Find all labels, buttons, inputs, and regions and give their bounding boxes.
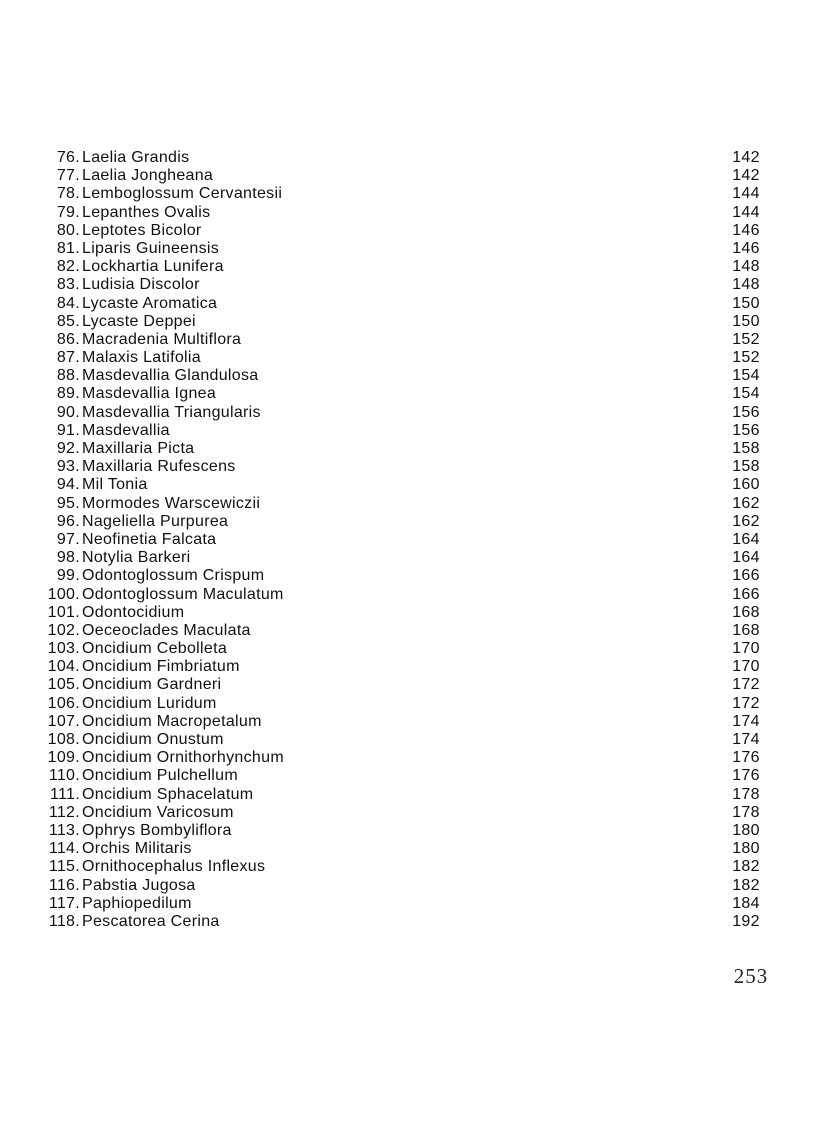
- entry-number: 98.: [56, 549, 80, 567]
- toc-entry: [0, 404, 816, 422]
- toc-entry: [0, 440, 816, 458]
- toc-entry: [0, 313, 816, 331]
- entry-page-number: 182: [732, 876, 760, 894]
- entry-title: Odontoglossum Crispum: [82, 567, 265, 585]
- toc-entry: [0, 713, 816, 731]
- entry-title: Oncidium Macropetalum: [82, 712, 262, 730]
- entry-number: 106.: [47, 694, 80, 712]
- entry-number: 113.: [48, 821, 80, 839]
- entry-page-number: 180: [732, 840, 760, 858]
- entry-title: Macradenia Multiflora: [82, 330, 242, 348]
- toc-entry: [0, 913, 816, 931]
- entry-page-number: 168: [732, 603, 760, 621]
- entry-title: Leptotes Bicolor: [82, 221, 202, 239]
- toc-entry: [0, 495, 816, 513]
- entry-page-number: 166: [732, 567, 760, 585]
- entry-number: 117.: [48, 894, 80, 912]
- entry-number: 112.: [48, 803, 80, 821]
- entry-page-number: 192: [732, 912, 760, 930]
- entry-title: Oncidium Cebolleta: [82, 640, 228, 658]
- toc-entry: [0, 767, 816, 785]
- entry-title: Mil Tonia: [82, 476, 148, 494]
- toc-entry: [0, 513, 816, 531]
- entry-number: 77.: [56, 167, 80, 185]
- entry-number: 83.: [56, 276, 80, 294]
- entry-title: Oncidium Luridum: [82, 694, 217, 712]
- entry-number: 103.: [47, 640, 80, 658]
- entry-page-number: 154: [732, 385, 760, 403]
- entry-number: 96.: [56, 512, 80, 530]
- entry-number: 88.: [56, 367, 80, 385]
- entry-title: Oncidium Fimbriatum: [82, 658, 240, 676]
- entry-number: 81.: [56, 239, 80, 257]
- toc-entry: [0, 185, 816, 203]
- entry-number: 85.: [56, 312, 80, 330]
- toc-entry: [0, 240, 816, 258]
- toc-entry: [0, 258, 816, 276]
- table-of-contents: [0, 149, 816, 931]
- entry-number: 114.: [48, 840, 80, 858]
- entry-title: Ornithocephalus Inflexus: [82, 858, 266, 876]
- entry-page-number: 164: [732, 530, 760, 548]
- entry-number: 89.: [56, 385, 80, 403]
- entry-page-number: 150: [732, 312, 760, 330]
- entry-number: 97.: [56, 530, 80, 548]
- toc-entry: [0, 877, 816, 895]
- entry-title: Paphiopedilum: [82, 894, 192, 912]
- entry-title: Malaxis Latifolia: [82, 349, 201, 367]
- toc-entry: [0, 840, 816, 858]
- entry-page-number: 168: [732, 621, 760, 639]
- entry-number: 92.: [56, 440, 80, 457]
- entry-number: 102.: [47, 621, 80, 639]
- entry-page-number: 178: [732, 803, 760, 821]
- entry-page-number: 184: [732, 894, 760, 912]
- entry-number: 118.: [48, 912, 80, 930]
- entry-page-number: 164: [732, 549, 760, 567]
- entry-title: Pabstia Jugosa: [82, 876, 196, 894]
- toc-entry: [0, 167, 816, 185]
- entry-number: 82.: [56, 258, 80, 276]
- toc-entry: [0, 331, 816, 349]
- toc-entry: [0, 895, 816, 913]
- entry-number: 107.: [47, 712, 80, 730]
- entry-page-number: 172: [732, 694, 760, 712]
- entry-number: 90.: [56, 403, 80, 421]
- entry-title: Masdevallia Triangularis: [82, 403, 261, 421]
- entry-number: 108.: [47, 731, 80, 748]
- entry-page-number: 162: [732, 512, 760, 530]
- entry-number: 95.: [56, 494, 80, 512]
- toc-entry: [0, 695, 816, 713]
- toc-entry: [0, 276, 816, 294]
- entry-number: 94.: [56, 476, 80, 494]
- entry-title: Neofinetia Falcata: [82, 530, 217, 548]
- entry-number: 99.: [56, 567, 80, 585]
- entry-title: Oncidium Gardneri: [82, 676, 222, 694]
- entry-page-number: 150: [732, 294, 760, 312]
- toc-entry: [0, 604, 816, 622]
- toc-entry: [0, 204, 816, 222]
- entry-page-number: 142: [732, 167, 760, 185]
- entry-number: 110.: [48, 767, 80, 785]
- entry-number: 84.: [56, 294, 80, 312]
- entry-page-number: 154: [732, 367, 760, 385]
- toc-entry: [0, 731, 816, 749]
- entry-title: Lockhartia Lunifera: [82, 258, 224, 276]
- entry-number: 116.: [48, 876, 80, 894]
- entry-title: Oncidium Varicosum: [82, 803, 234, 821]
- toc-entry: [0, 586, 816, 604]
- toc-entry: [0, 149, 816, 167]
- entry-page-number: 146: [732, 221, 760, 239]
- entry-title: Maxillaria Picta: [82, 440, 195, 457]
- page-number: 253: [733, 964, 769, 988]
- entry-title: Ophrys Bombyliflora: [82, 821, 232, 839]
- toc-entry: [0, 476, 816, 494]
- entry-title: Liparis Guineensis: [82, 239, 220, 257]
- entry-title: Oncidium Pulchellum: [82, 767, 238, 785]
- entry-title: Lycaste Aromatica: [82, 294, 218, 312]
- toc-entry: [0, 676, 816, 694]
- toc-entry: [0, 786, 816, 804]
- entry-number: 105.: [47, 676, 80, 694]
- entry-page-number: 152: [732, 349, 760, 367]
- entry-page-number: 174: [732, 712, 760, 730]
- entry-number: 109.: [47, 749, 80, 767]
- entry-title: Masdevallia: [82, 421, 170, 439]
- entry-title: Maxillaria Rufescens: [82, 458, 236, 476]
- toc-entry: [0, 640, 816, 658]
- entry-page-number: 174: [732, 731, 760, 748]
- entry-page-number: 170: [732, 658, 760, 676]
- entry-number: 104.: [47, 658, 80, 676]
- toc-entry: [0, 349, 816, 367]
- entry-title: Lepanthes Ovalis: [82, 203, 211, 221]
- entry-page-number: 144: [732, 185, 760, 203]
- entry-number: 86.: [56, 330, 80, 348]
- entry-title: Oeceoclades Maculata: [82, 621, 251, 639]
- entry-page-number: 178: [732, 785, 760, 803]
- toc-entry: [0, 858, 816, 876]
- toc-entry: [0, 567, 816, 585]
- toc-entry: [0, 367, 816, 385]
- toc-entry: [0, 622, 816, 640]
- toc-entry: [0, 295, 816, 313]
- entry-number: 79.: [56, 203, 80, 221]
- entry-page-number: 148: [732, 276, 760, 294]
- entry-number: 91.: [56, 421, 80, 439]
- entry-title: Odontocidium: [82, 603, 185, 621]
- entry-page-number: 158: [732, 440, 760, 457]
- entry-number: 111.: [50, 785, 80, 803]
- toc-entry: [0, 531, 816, 549]
- entry-number: 115.: [48, 858, 80, 876]
- entry-title: Orchis Militaris: [82, 840, 192, 858]
- entry-page-number: 156: [732, 421, 760, 439]
- entry-title: Oncidium Sphacelatum: [82, 785, 254, 803]
- entry-title: Lycaste Deppei: [82, 312, 196, 330]
- toc-entry: [0, 385, 816, 403]
- entry-number: 76.: [56, 149, 80, 166]
- toc-entry: [0, 804, 816, 822]
- entry-title: Odontoglossum Maculatum: [82, 585, 284, 603]
- entry-number: 93.: [56, 458, 80, 476]
- entry-page-number: 176: [732, 749, 760, 767]
- entry-page-number: 166: [732, 585, 760, 603]
- entry-page-number: 160: [732, 476, 760, 494]
- entry-page-number: 182: [732, 858, 760, 876]
- toc-entry: [0, 458, 816, 476]
- entry-title: Ludisia Discolor: [82, 276, 200, 294]
- entry-page-number: 180: [732, 821, 760, 839]
- entry-page-number: 170: [732, 640, 760, 658]
- entry-page-number: 152: [732, 330, 760, 348]
- entry-title: Oncidium Ornithorhynchum: [82, 749, 284, 767]
- entry-title: Masdevallia Glandulosa: [82, 367, 259, 385]
- toc-entry: [0, 658, 816, 676]
- entry-page-number: 176: [732, 767, 760, 785]
- entry-page-number: 142: [732, 149, 760, 166]
- entry-number: 78.: [56, 185, 80, 203]
- entry-title: Lemboglossum Cervantesii: [82, 185, 283, 203]
- entry-page-number: 148: [732, 258, 760, 276]
- entry-title: Notylia Barkeri: [82, 549, 191, 567]
- entry-page-number: 146: [732, 239, 760, 257]
- toc-entry: [0, 222, 816, 240]
- entry-title: Mormodes Warscewiczii: [82, 494, 261, 512]
- entry-title: Laelia Grandis: [82, 149, 190, 166]
- toc-entry: [0, 749, 816, 767]
- entry-title: Laelia Jongheana: [82, 167, 214, 185]
- entry-number: 101.: [47, 603, 80, 621]
- entry-number: 100.: [47, 585, 80, 603]
- entry-number: 80.: [56, 221, 80, 239]
- toc-entry: [0, 549, 816, 567]
- entry-title: Nageliella Purpurea: [82, 512, 229, 530]
- entry-title: Pescatorea Cerina: [82, 912, 220, 930]
- entry-number: 87.: [56, 349, 80, 367]
- entry-page-number: 144: [732, 203, 760, 221]
- toc-entry: [0, 422, 816, 440]
- entry-title: Masdevallia Ignea: [82, 385, 217, 403]
- entry-page-number: 156: [732, 403, 760, 421]
- toc-entry: [0, 822, 816, 840]
- entry-page-number: 158: [732, 458, 760, 476]
- entry-title: Oncidium Onustum: [82, 731, 224, 748]
- entry-page-number: 162: [732, 494, 760, 512]
- entry-page-number: 172: [732, 676, 760, 694]
